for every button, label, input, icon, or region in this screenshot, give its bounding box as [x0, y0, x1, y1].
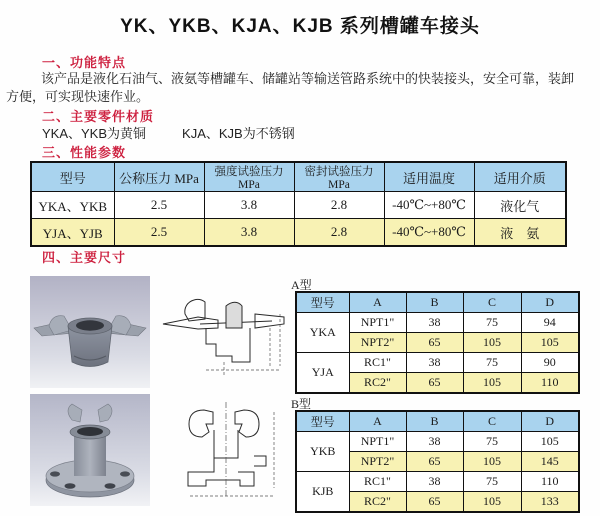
cell-c: 75: [463, 353, 521, 373]
cell-b: 65: [406, 333, 463, 353]
cell-d: 94: [521, 313, 579, 333]
dim-b-header-row: [296, 411, 579, 432]
cell-d: 90: [521, 353, 579, 373]
col-header-a: A: [349, 292, 406, 313]
cell-c: 75: [463, 432, 521, 452]
dim-b-row-3: [296, 472, 579, 492]
section-heading-features: 一、功能特点: [42, 55, 127, 70]
cell-b: 38: [406, 432, 463, 452]
cell-b: 38: [406, 472, 463, 492]
dim-a-header-row: [296, 292, 579, 313]
materials-stainless: KJA、KJB为不锈钢: [182, 126, 295, 141]
cell-d: 145: [521, 452, 579, 472]
cell-d: 105: [521, 432, 579, 452]
cell-c: 75: [463, 472, 521, 492]
cell-thread: NPT1": [349, 313, 406, 333]
cell-c: 105: [463, 373, 521, 394]
cell-c: 105: [463, 492, 521, 513]
type-a-label: A型: [291, 278, 312, 292]
page-title: YK、YKB、KJA、KJB 系列槽罐车接头: [120, 16, 480, 37]
features-paragraph: 该产品是液化石油气、液氨等槽罐车、储罐站等输送管路系统中的快装接头，安全可靠，装卸方便，可实现快速作业。: [6, 71, 575, 104]
cell-model-yja: YJA: [296, 353, 349, 394]
cell-temperature: -40℃~+80℃: [384, 219, 474, 247]
cell-d: 133: [521, 492, 579, 513]
claw-coupling-photo: [30, 276, 150, 388]
cell-medium: 液化气: [474, 192, 566, 219]
cell-thread: RC2": [349, 373, 406, 394]
cell-model: YKA、YKB: [31, 192, 114, 219]
dim-a-row-3: [296, 353, 579, 373]
section-heading-materials: 二、主要零件材质: [42, 109, 155, 124]
cell-d: 105: [521, 333, 579, 353]
performance-header-row: [31, 162, 566, 192]
section-heading-performance: 三、性能参数: [42, 145, 127, 160]
cell-model: YJA、YJB: [31, 219, 114, 247]
col-header-nominal-pressure: 公称压力 MPa: [114, 162, 204, 192]
cell-b: 65: [406, 452, 463, 472]
materials-line: [42, 123, 295, 142]
cell-medium: 液 氨: [474, 219, 566, 247]
cell-c: 105: [463, 452, 521, 472]
table-row-yka-ykb: [31, 192, 566, 219]
cell-c: 75: [463, 313, 521, 333]
col-header-model: 型号: [296, 292, 349, 313]
dimension-table-a: [295, 291, 580, 394]
table-row-yja-yjb: [31, 219, 566, 247]
cell-d: 110: [521, 472, 579, 492]
col-header-temperature: 适用温度: [384, 162, 474, 192]
cell-thread: NPT2": [349, 452, 406, 472]
type-b-label: B型: [291, 397, 312, 411]
col-header-c: C: [463, 292, 521, 313]
cell-c: 105: [463, 333, 521, 353]
col-header-strength-test: 强度试验压力MPa: [204, 162, 294, 192]
cell-nominal: 2.5: [114, 192, 204, 219]
cell-strength: 3.8: [204, 219, 294, 247]
cell-thread: RC1": [349, 353, 406, 373]
performance-table: [30, 161, 567, 247]
col-header-d: D: [521, 292, 579, 313]
cell-b: 38: [406, 353, 463, 373]
col-header-c: C: [463, 411, 521, 432]
cell-b: 65: [406, 492, 463, 513]
dim-a-row-1: [296, 313, 579, 333]
dim-b-row-1: [296, 432, 579, 452]
cell-nominal: 2.5: [114, 219, 204, 247]
cell-thread: RC1": [349, 472, 406, 492]
cell-temperature: -40℃~+80℃: [384, 192, 474, 219]
cell-strength: 3.8: [204, 192, 294, 219]
col-header-model: 型号: [31, 162, 114, 192]
cell-seal: 2.8: [294, 192, 384, 219]
cell-thread: NPT1": [349, 432, 406, 452]
cell-seal: 2.8: [294, 219, 384, 247]
claw-coupling-section-drawing: [160, 284, 288, 380]
cell-d: 110: [521, 373, 579, 394]
cell-thread: NPT2": [349, 333, 406, 353]
cell-b: 38: [406, 313, 463, 333]
flanged-coupling-section-drawing: [168, 400, 284, 502]
cell-model-kjb: KJB: [296, 472, 349, 513]
cell-model-yka: YKA: [296, 313, 349, 353]
flanged-coupling-photo: [30, 394, 150, 506]
col-header-seal-test: 密封试验压力MPa: [294, 162, 384, 192]
cell-model-ykb: YKB: [296, 432, 349, 472]
col-header-model: 型号: [296, 411, 349, 432]
col-header-a: A: [349, 411, 406, 432]
dimension-table-b: [295, 410, 580, 513]
materials-brass: YKA、YKB为黄铜: [42, 126, 147, 141]
cell-b: 65: [406, 373, 463, 394]
col-header-d: D: [521, 411, 579, 432]
col-header-medium: 适用介质: [474, 162, 566, 192]
cell-thread: RC2": [349, 492, 406, 513]
section-heading-dimensions: 四、主要尺寸: [42, 250, 127, 265]
col-header-b: B: [406, 292, 463, 313]
col-header-b: B: [406, 411, 463, 432]
